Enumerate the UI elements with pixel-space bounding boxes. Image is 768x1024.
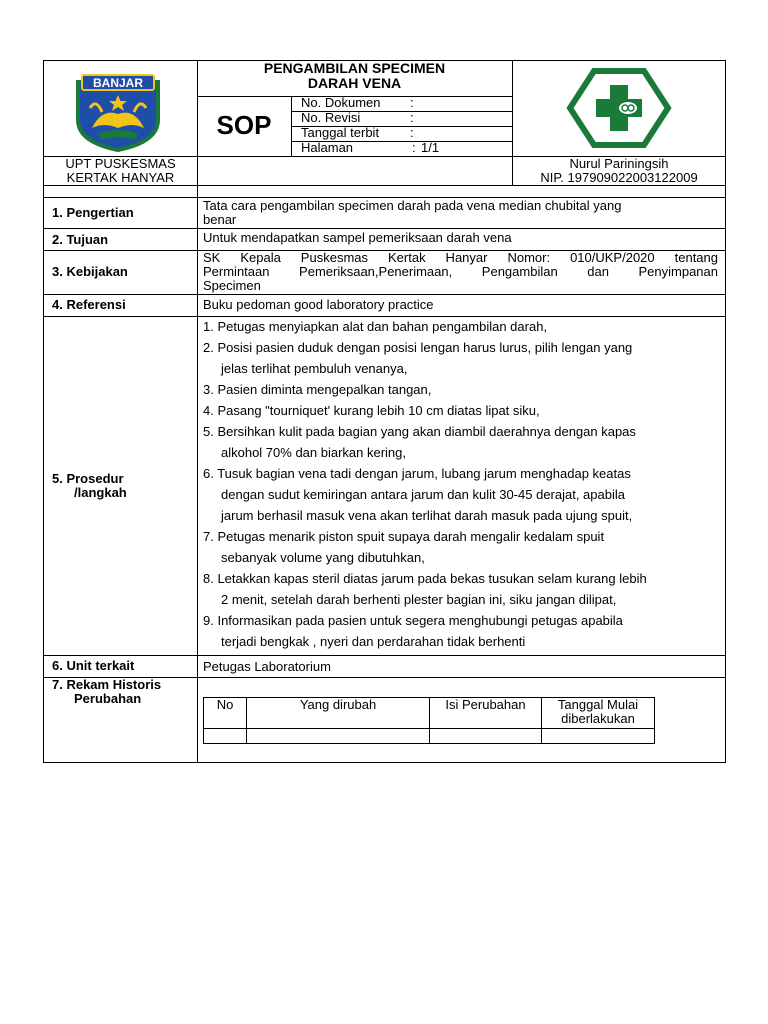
table-row — [204, 729, 655, 744]
org-name-line-2: KERTAK HANYAR — [66, 170, 175, 185]
table-cell — [204, 729, 247, 744]
medical-cross-icon — [564, 65, 674, 151]
step-4: 4. Pasang "tourniquet' kurang lebih 10 cm diatas lipat siku, — [203, 403, 540, 418]
kebijakan-line-3: Specimen — [203, 278, 261, 293]
meta-label-date: Tanggal terbit — [301, 125, 380, 140]
label-prosedur: 5. Prosedur — [52, 471, 124, 486]
meta-sep-rev: : — [410, 110, 414, 125]
col-yang-dirubah: Yang dirubah — [247, 698, 430, 729]
label-kebijakan: 3. Kebijakan — [52, 264, 128, 279]
signer-nip: NIP. 197909022003122009 — [540, 170, 698, 185]
kebijakan-line-2: Permintaan Pemeriksaan,Penerimaan, Pengambilan dan Penyimpanan — [203, 264, 718, 279]
signer-name: Nurul Pariningsih — [569, 156, 669, 171]
sop-label: SOP — [216, 110, 272, 140]
meta-sep-page: : — [412, 140, 416, 155]
meta-sep-doc: : — [410, 95, 414, 110]
pengertian-line-2: benar — [203, 212, 237, 227]
table-cell — [542, 729, 655, 744]
label-referensi: 4. Referensi — [52, 297, 126, 312]
step-1: 1. Petugas menyiapkan alat dan bahan pengambilan darah, — [203, 319, 548, 334]
referensi-text: Buku pedoman good laboratory practice — [203, 297, 434, 312]
title-line-1: PENGAMBILAN SPECIMEN — [263, 60, 446, 76]
banjar-crest-logo — [72, 68, 164, 152]
label-unit-terkait: 6. Unit terkait — [52, 658, 135, 673]
label-pengertian: 1. Pengertian — [52, 205, 134, 220]
meta-label-rev: No. Revisi — [301, 110, 361, 125]
border-right — [725, 60, 726, 762]
document-title — [197, 61, 512, 91]
kebijakan-line-1: SK Kepala Puskesmas Kertak Hanyar Nomor: 010/UKP/2020 tentang — [203, 250, 718, 265]
body-column-divider — [197, 185, 198, 762]
step-9: 9. Informasikan pada pasien untuk segera menghubungi petugas apabila terjadi bengkak , nyeri dan perdarahan tidak berhenti — [203, 613, 623, 649]
table-cell — [247, 729, 430, 744]
revision-history-table — [203, 697, 655, 744]
label-rekam-historis: 7. Rekam Historis — [52, 677, 162, 692]
tujuan-text: Untuk mendapatkan sampel pemeriksaan darah vena — [203, 230, 512, 245]
step-8: 8. Letakkan kapas steril diatas jarum pada bekas tusukan selam kurang lebih 2 menit, setelah darah berhenti plester bagian ini, siku jangan dilipat, — [203, 571, 647, 607]
row-line-5 — [43, 655, 726, 656]
label-perubahan: Perubahan — [74, 691, 142, 706]
table-cell — [430, 729, 542, 744]
col-tanggal-mulai: Tanggal Mulai diberlakukan — [542, 698, 655, 729]
label-langkah: /langkah — [74, 485, 127, 500]
table-header-row — [204, 698, 655, 729]
label-tujuan: 2. Tujuan — [52, 232, 109, 247]
header-bottom-line — [43, 185, 726, 186]
unit-terkait-text: Petugas Laboratorium — [203, 659, 331, 674]
title-line-2: DARAH VENA — [307, 75, 402, 91]
puskesmas-logo — [564, 65, 674, 151]
meta-value-page: 1/1 — [421, 140, 440, 155]
procedure-steps — [203, 316, 723, 652]
org-name-line-1: UPT PUSKESMAS — [65, 156, 176, 171]
meta-sep-date: : — [410, 125, 414, 140]
col-isi-perubahan: Isi Perubahan — [430, 698, 542, 729]
meta-label-doc: No. Dokumen — [301, 95, 381, 110]
step-2: 2. Posisi pasien duduk dengan posisi lengan harus lurus, pilih lengan yang jelas terlihat pembuluh venanya, — [203, 340, 633, 376]
pengertian-line-1: Tata cara pengambilan specimen darah pada vena median chubital yang — [203, 198, 622, 213]
meta-label-page: Halaman — [301, 140, 354, 155]
step-5: 5. Bersihkan kulit pada bagian yang akan diambil daerahnya dengan kapas alkohol 70% dan biarkan kering, — [203, 424, 636, 460]
border-bottom — [43, 762, 726, 763]
step-6: 6. Tusuk bagian vena tadi dengan jarum, lubang jarum menghadap keatas dengan sudut kemiringan antara jarum dan kulit 30-45 derajat, apabila jarum berhasil masuk vena akan terlihat darah masuk pada ujung spuit, — [203, 466, 633, 523]
col-no: No — [204, 698, 247, 729]
step-7: 7. Petugas menarik piston spuit supaya darah mengalir kedalam spuit sebanyak volume yang dibutuhkan, — [203, 529, 605, 565]
step-3: 3. Pasien diminta mengepalkan tangan, — [203, 382, 432, 397]
banjar-crest-icon — [72, 68, 164, 152]
svg-text:BANJAR: BANJAR — [92, 76, 144, 90]
row-line-1 — [43, 228, 726, 229]
row-line-3 — [43, 294, 726, 295]
